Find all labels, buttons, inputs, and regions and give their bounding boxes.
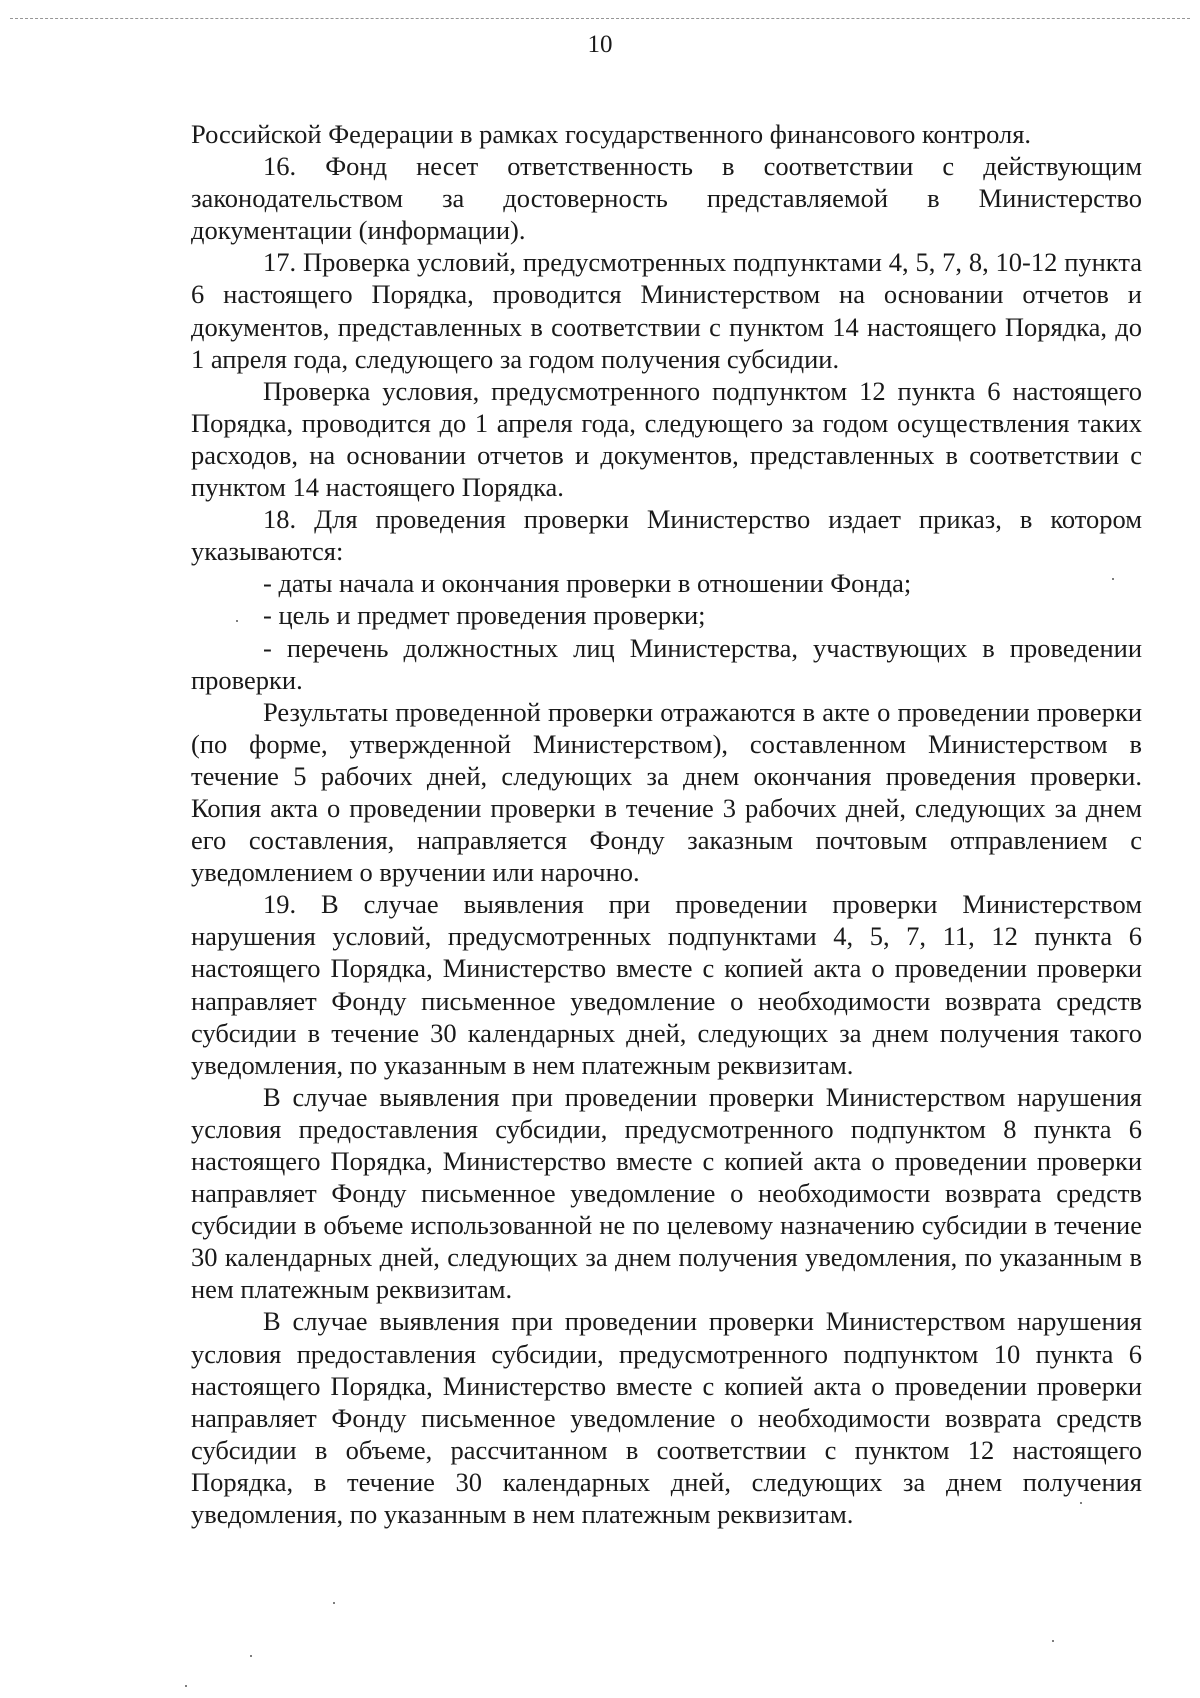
paragraph-item-17: 17. Проверка условий, предусмотренных подпунктами 4, 5, 7, 8, 10-12 пункта 6 настоящего Порядка, проводится Министерством на основании отчетов и документов, представленных в соответствии с пунктом 14 настоящего Порядка, до 1 апреля года, следующего за годом получения субсидии. [191, 247, 1142, 374]
list-item-purpose: - цель и предмет проведения проверки; [263, 600, 706, 631]
paragraph-item-19-subitem-8: В случае выявления при проведении проверки Министерством нарушения условия предоставления субсидии, предусмотренного подпунктом 8 пункта 6 настоящего Порядка, Министерство вместе с копией акта о проведении проверки направляет Фонду письменное уведомление о необходимости возврата средств субсидии в объеме использованной не по целевому назначению субсидии в течение 30 календарных дней, следующих за днем получения уведомления, по указанным в нем платежным реквизитам. [191, 1081, 1142, 1305]
scan-speck [236, 620, 238, 622]
scan-speck [185, 1685, 187, 1687]
scan-speck [1052, 1640, 1054, 1642]
scan-speck [1112, 578, 1114, 580]
scan-speck [1080, 1502, 1082, 1504]
scan-speck [250, 1655, 252, 1657]
list-item-dates: - даты начала и окончания проверки в отношении Фонда; [263, 568, 912, 599]
list-item-officials: - перечень должностных лиц Министерства, участвующих в проведении проверки. [191, 632, 1142, 695]
paragraph-item-17-check: Проверка условия, предусмотренного подпунктом 12 пункта 6 настоящего Порядка, проводится до 1 апреля года, следующего за годом осуществления таких расходов, на основании отчетов и документов, представленных в соответствии с пунктом 14 настоящего Порядка. [191, 375, 1142, 503]
paragraph-item-19-subitem-10: В случае выявления при проведении проверки Министерством нарушения условия предоставления субсидии, предусмотренного подпунктом 10 пункта 6 настоящего Порядка, Министерство вместе с копией акта о проведении проверки направляет Фонду письменное уведомление о необходимости возврата средств субсидии в объеме, рассчитанном в соответствии с пунктом 12 настоящего Порядка, в течение 30 календарных дней, следующих за днем получения уведомления, по указанным в нем платежным реквизитам. [191, 1306, 1142, 1530]
paragraph-item-18: 18. Для проведения проверки Министерство издает приказ, в котором указываются: [191, 504, 1142, 567]
paragraph-item-19: 19. В случае выявления при проведении проверки Министерством нарушения условий, предусмотренных подпунктами 4, 5, 7, 11, 12 пункта 6 настоящего Порядка, Министерство вместе с копией акта о проведении проверки направляет Фонду письменное уведомление о необходимости возврата средств субсидии в течение 30 календарных дней, следующих за днем получения такого уведомления, по указанным в нем платежным реквизитам. [191, 889, 1142, 1080]
paragraph-continuation: Российской Федерации в рамках государственного финансового контроля. [191, 119, 1032, 149]
page-number: 10 [587, 31, 613, 58]
paragraph-results: Результаты проведенной проверки отражаются в акте о проведении проверки (по форме, утвержденной Министерством), составленном Министерством в течение 5 рабочих дней, следующих за днем окончания проведения проверки. Копия акта о проведении проверки в течение 3 рабочих дней, следующих за днем его составления, направляется Фонду заказным почтовым отправлением с уведомлением о вручении или нарочно. [191, 696, 1142, 888]
scan-top-edge-rule [10, 18, 1190, 19]
paragraph-item-16: 16. Фонд несет ответственность в соответствии с действующим законодательством за достоверность представляемой в Министерство документации (информации). [191, 151, 1142, 246]
document-body [191, 118, 1142, 1530]
scan-speck [333, 1602, 335, 1604]
